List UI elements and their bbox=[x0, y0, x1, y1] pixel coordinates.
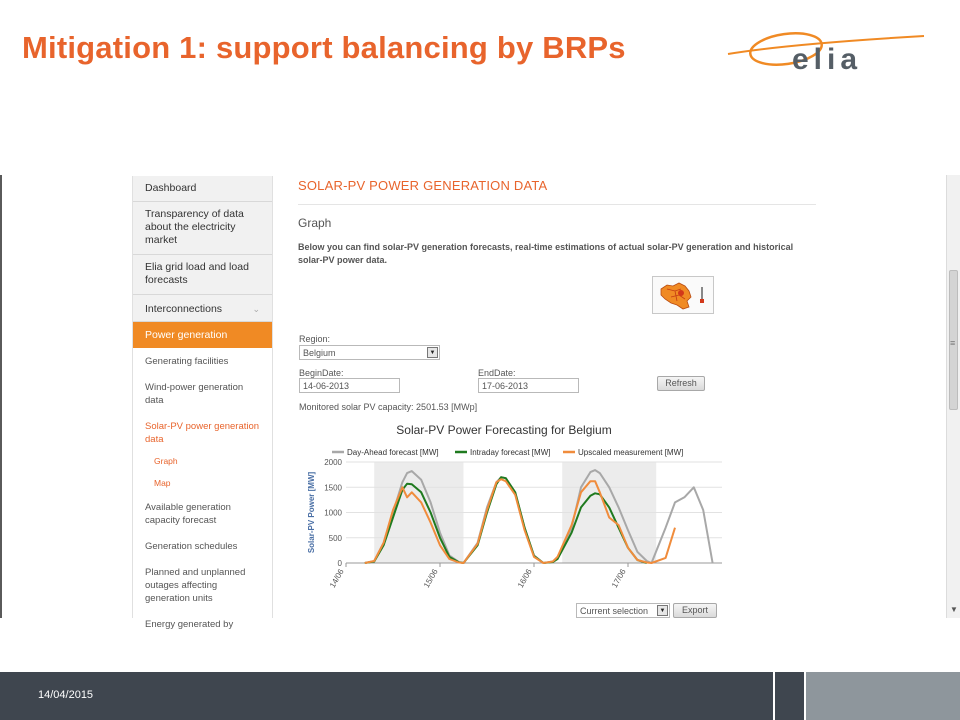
sidebar-item-interconnections[interactable] bbox=[133, 295, 272, 322]
page-heading: SOLAR-PV POWER GENERATION DATA bbox=[298, 178, 548, 193]
end-date-input[interactable] bbox=[478, 378, 579, 393]
chart-y-tick-label: 500 bbox=[328, 533, 342, 543]
sidebar-subitem-map[interactable] bbox=[133, 471, 272, 493]
elia-logo-text: elia bbox=[792, 43, 863, 76]
begin-date-label: BeginDate: bbox=[299, 368, 344, 378]
chevron-down-icon: ⌄ bbox=[252, 304, 260, 314]
map-view-button[interactable] bbox=[652, 276, 714, 314]
end-date-label: EndDate: bbox=[478, 368, 516, 378]
footer-date: 14/04/2015 bbox=[38, 689, 94, 701]
capacity-text: Monitored solar PV capacity: 2501.53 [MWp] bbox=[299, 402, 478, 412]
sidebar-subitem-generation-schedules[interactable] bbox=[133, 533, 272, 559]
sidebar-subitem-available-capacity[interactable] bbox=[133, 493, 272, 533]
refresh-button[interactable]: Refresh bbox=[657, 376, 705, 391]
belgium-map-icon bbox=[653, 277, 713, 313]
chart-legend-label: Upscaled measurement [MW] bbox=[578, 448, 684, 457]
sidebar-subitem-label: Planned and unplanned outages affecting generation units bbox=[145, 567, 246, 604]
chart-y-tick-label: 2000 bbox=[324, 458, 342, 467]
screenshot-edge bbox=[0, 175, 2, 618]
sidebar-subitem-graph[interactable] bbox=[133, 452, 272, 471]
sidebar-subitem-label: Solar-PV power generation data bbox=[145, 421, 260, 445]
graph-subheading: Graph bbox=[298, 216, 332, 230]
solar-pv-chart bbox=[298, 418, 728, 600]
chart-title: Solar-PV Power Forecasting for Belgium bbox=[396, 423, 612, 437]
sidebar-subitem-wind-power[interactable] bbox=[133, 374, 272, 413]
sidebar-subitem-label: Generation schedules bbox=[145, 541, 238, 552]
intro-text: Below you can find solar-PV generation forecasts, real-time estimations of actual solar-PV generation and historical solar-PV power data. bbox=[298, 242, 794, 265]
chart-legend-item bbox=[455, 448, 550, 457]
sidebar-item-dashboard[interactable] bbox=[133, 176, 272, 202]
chart-legend-label: Intraday forecast [MW] bbox=[470, 448, 551, 457]
chart-legend-item bbox=[332, 448, 439, 457]
sidebar-subitem-label: Graph bbox=[154, 456, 178, 466]
sidebar-subitem-generating-facilities[interactable] bbox=[133, 348, 272, 374]
sidebar-item-label: Dashboard bbox=[145, 182, 197, 194]
vertical-scrollbar[interactable] bbox=[946, 175, 960, 618]
footer-divider bbox=[773, 672, 775, 720]
sidebar-subitem-label: Generating facilities bbox=[145, 356, 229, 367]
chart-legend-item bbox=[563, 448, 683, 457]
chart-x-tick-label: 14/06 bbox=[327, 567, 346, 590]
sidebar-subitem-label: Map bbox=[154, 478, 171, 488]
export-selection-value: Current selection bbox=[580, 606, 649, 616]
slide-title: Mitigation 1: support balancing by BRPs bbox=[22, 30, 626, 65]
sidebar-subitem-label: Energy generated by bbox=[145, 619, 234, 630]
chart-y-tick-label: 1000 bbox=[324, 508, 342, 518]
sidebar-subitem-solar-pv[interactable] bbox=[133, 413, 272, 452]
sidebar-item-grid-load[interactable] bbox=[133, 255, 272, 295]
dropdown-arrow-icon[interactable]: ▼ bbox=[427, 347, 438, 358]
sidebar bbox=[132, 176, 273, 630]
chart-x-tick-label: 15/06 bbox=[421, 567, 440, 590]
sidebar-item-transparency[interactable] bbox=[133, 202, 272, 255]
export-button[interactable]: Export bbox=[673, 603, 717, 618]
heading-divider bbox=[298, 204, 816, 205]
sidebar-item-label: Power generation bbox=[145, 329, 228, 341]
region-select[interactable] bbox=[299, 345, 440, 360]
sidebar-subitem-outages[interactable] bbox=[133, 559, 272, 611]
sidebar-item-power-generation[interactable] bbox=[133, 322, 272, 348]
sidebar-subitem-energy-generated[interactable] bbox=[133, 611, 272, 637]
scroll-grip-icon: ≡ bbox=[950, 338, 956, 348]
begin-date-value: 14-06-2013 bbox=[303, 381, 350, 391]
elia-logo bbox=[728, 24, 928, 76]
sidebar-subitem-label: Wind-power generation data bbox=[145, 382, 244, 406]
sidebar-item-label: Elia grid load and load forecasts bbox=[145, 261, 249, 286]
sidebar-item-label: Transparency of data about the electricity market bbox=[145, 208, 244, 246]
chart-x-tick-label: 17/06 bbox=[609, 567, 628, 590]
scroll-down-arrow-icon[interactable]: ▼ bbox=[950, 605, 958, 614]
dropdown-arrow-icon[interactable]: ▼ bbox=[657, 605, 668, 616]
chart-y-tick-label: 1500 bbox=[324, 483, 342, 493]
region-label: Region: bbox=[299, 334, 331, 344]
chart-y-tick-label: 0 bbox=[337, 559, 342, 568]
chart-legend-label: Day-Ahead forecast [MW] bbox=[347, 448, 439, 457]
export-selection-select[interactable] bbox=[576, 603, 670, 618]
sidebar-item-label: Interconnections bbox=[145, 303, 223, 315]
sidebar-subitem-label: Available generation capacity forecast bbox=[145, 502, 231, 526]
footer-block bbox=[806, 672, 960, 720]
region-select-value: Belgium bbox=[303, 348, 336, 358]
end-date-value: 17-06-2013 bbox=[482, 381, 529, 391]
begin-date-input[interactable] bbox=[299, 378, 400, 393]
chart-x-tick-label: 16/06 bbox=[515, 567, 534, 590]
chart-y-axis-label: Solar-PV Power [MW] bbox=[307, 471, 316, 554]
